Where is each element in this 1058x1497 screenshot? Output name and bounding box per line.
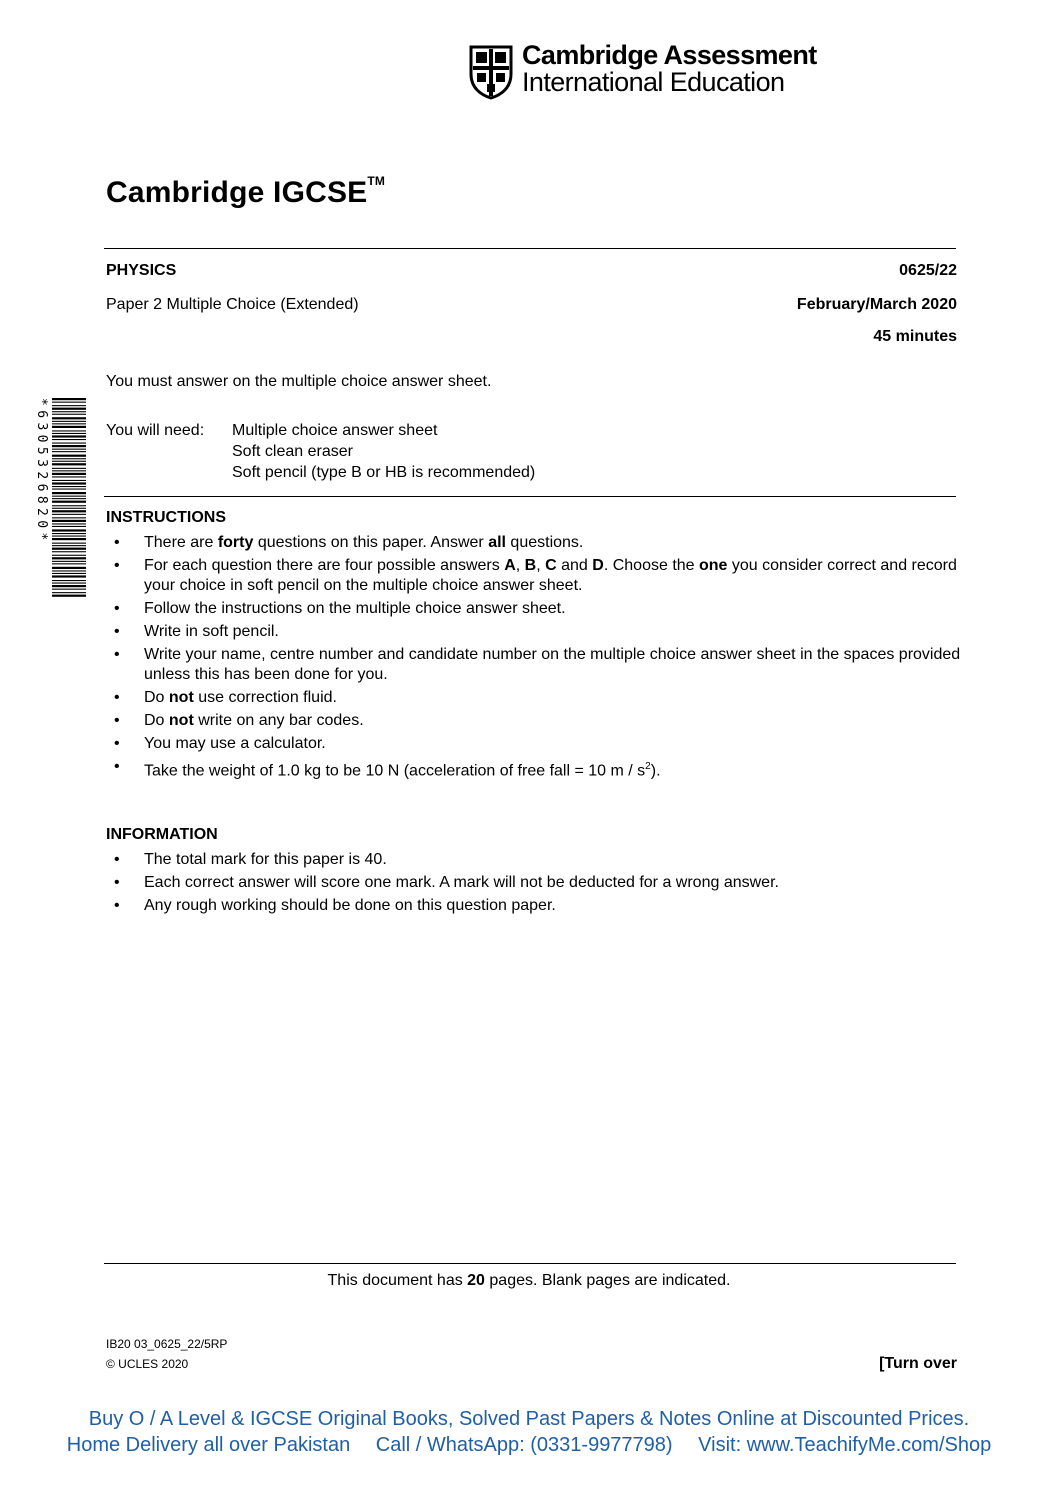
instruction-item: • Write in soft pencil. [114,623,279,640]
barcode-bar [52,421,86,422]
barcode-bar [52,501,86,503]
answer-note: You must answer on the multiple choice answer sheet. [106,373,492,390]
barcode-bar [52,476,86,477]
information-heading: INFORMATION [106,826,218,843]
barcode-bar [52,470,86,471]
information-item: • Any rough working should be done on this question paper. [114,897,556,914]
barcode-bar [52,458,86,459]
information-list [106,850,966,919]
barcode-bar [52,557,86,559]
barcode-bar [52,570,86,571]
instruction-item: • Do not use correction fluid. [114,689,337,706]
instruction-item: • Do not write on any bar codes. [114,712,364,729]
instruction-item: • Write your name, centre number and candidate number on the multiple choice answer sheet in the spaces provided unless this has been done for you. [114,646,961,683]
barcode-bar [52,573,86,574]
promo-line1: Buy O / A Level & IGCSE Original Books, Solved Past Papers & Notes Online at Discounted Prices. [88,1408,970,1430]
barcode-bar [52,505,86,506]
barcode-bar [52,545,86,546]
barcode-bar [52,443,86,444]
qualification-name: Cambridge IGCSE [106,176,368,209]
barcode-bar [52,548,86,550]
barcode-bar [52,523,86,524]
need-item: Soft clean eraser [232,443,353,460]
divider-instructions [104,496,956,497]
barcode-bar [52,592,86,593]
instruction-item: • There are forty questions on this paper. Answer all questions. [114,534,584,551]
barcode-bar [52,455,86,457]
barcode-bar [52,563,86,564]
bullet: • [114,534,120,551]
need-label: You will need: [106,422,205,439]
cambridge-crest-logo [468,44,514,100]
divider-top [104,248,956,249]
barcode-bar [52,439,86,440]
paper-title: Paper 2 Multiple Choice (Extended) [106,296,359,313]
barcode-bar [52,480,86,481]
barcode-bar [52,517,86,518]
barcode-bar [52,595,86,597]
barcode-bar [52,536,86,537]
barcode-bar [52,445,86,447]
promo-phone: Call / WhatsApp: (0331-9977798) [375,1434,673,1456]
barcode-bar [52,510,86,512]
document-reference: IB20 03_0625_22/5RP [106,1337,228,1351]
barcode-bar [52,435,86,437]
barcode-bar [52,398,86,400]
barcode-bar [52,561,86,562]
bullet: • [114,897,120,914]
org-name-line2: International Education [522,67,785,97]
barcode-bar [52,463,86,465]
page-count-note: This document has 20 pages. Blank pages are indicated. [327,1272,731,1289]
barcode-bar [52,583,86,584]
divider-footer [104,1263,956,1264]
bullet: • [114,646,120,663]
exam-session: February/March 2020 [796,296,957,313]
syllabus-code: 0625/22 [899,262,957,279]
barcode-bar [52,417,86,419]
copyright: © UCLES 2020 [106,1357,189,1371]
barcode-bar [52,411,86,412]
instruction-item: • You may use a calculator. [114,735,326,752]
barcode-bar [52,489,86,490]
barcode-bar [52,461,86,462]
barcode-bar [52,585,86,587]
barcode-bar [52,514,86,515]
barcode-bar [52,538,86,540]
turn-over: [Turn over [879,1355,957,1372]
promo-line2 [0,1432,1058,1458]
barcode-bar [52,533,86,534]
barcode-bar [52,567,86,569]
barcode-bar [52,589,86,590]
bullet: • [114,735,120,752]
barcode-bar [52,520,86,522]
promo-banner [0,1406,1058,1458]
need-list [232,420,535,483]
bullet: • [114,851,120,868]
barcode-bar [52,492,86,494]
org-name-line1: Cambridge Assessment [522,40,817,70]
barcode-bar [52,405,86,406]
bullet: • [114,712,120,729]
barcode-bar [52,498,86,499]
bullet: • [114,557,120,574]
barcode-bar [52,408,86,410]
barcode-bar [52,449,86,450]
barcode-digits: *6305326820* [34,398,49,545]
barcode-bar [52,486,86,487]
subject: PHYSICS [106,262,177,279]
barcode-bar [52,430,86,431]
information-item: • The total mark for this paper is 40. [114,851,387,868]
barcode-bar [52,555,86,556]
barcode [52,398,86,598]
barcode-bar [52,433,86,434]
bullet: • [114,758,120,775]
instruction-item: • Follow the instructions on the multiple choice answer sheet. [114,600,566,617]
barcode-bar [52,508,86,509]
instructions-list [106,533,966,784]
barcode-bar [52,529,86,531]
barcode-bar [52,575,86,577]
instruction-item: • Take the weight of 1.0 kg to be 10 N (acceleration of free fall = 10 m / $s^2$). [114,758,661,780]
barcode-bar [52,526,86,527]
promo-website-link[interactable]: Visit: www.TeachifyMe.com/Shop [698,1434,992,1456]
barcode-bar [52,451,86,452]
promo-delivery: Home Delivery all over Pakistan [66,1434,351,1456]
bullet: • [114,689,120,706]
barcode-bar [52,482,86,484]
barcode-bar [52,414,86,415]
bullet: • [114,623,120,640]
barcode-bar [52,580,86,581]
qualification-title [106,176,385,210]
exam-duration: 45 minutes [873,328,957,345]
information-item: • Each correct answer will score one mark. A mark will not be deducted for a wrong answer. [114,874,779,891]
need-item: Multiple choice answer sheet [232,422,438,439]
barcode-bar [52,496,86,497]
instructions-heading: INSTRUCTIONS [106,509,226,526]
barcode-bar [52,468,86,469]
bullet: • [114,874,120,891]
barcode-bar [52,423,86,424]
barcode-bar [52,551,86,552]
barcode-bar [52,402,86,403]
barcode-bar [52,426,86,428]
bullet: • [114,600,120,617]
instruction-item: • For each question there are four possible answers A, B, C and D. Choose the one you consider correct and record your choice in soft pencil on the multiple choice answer sheet. [114,557,957,594]
barcode-bar [52,543,86,544]
trademark: TM [367,174,386,188]
barcode-bar [52,473,86,475]
need-item: Soft pencil (type B or HB is recommended) [232,464,536,481]
org-name [522,42,817,96]
